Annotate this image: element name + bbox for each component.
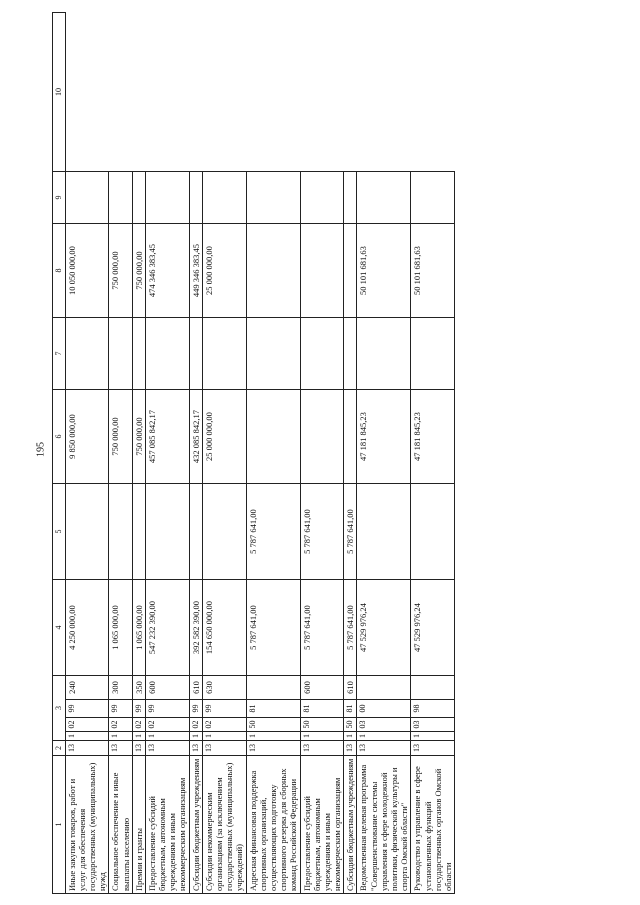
row-name: Субсидии бюджетным учреждениям: [344, 756, 357, 894]
row-name: Ведомственная целевая программа "Совершенствование системы управления в сфере молодежной политики, физической культуры и спорта Омской области": [357, 756, 411, 894]
code-part: 13: [132, 741, 145, 756]
code-part: 1: [300, 732, 344, 741]
amount-col-10: [300, 172, 344, 224]
amount-col-8: [202, 318, 246, 390]
code-part: 1: [246, 732, 300, 741]
expense-type-code: 610: [344, 676, 357, 700]
amount-col-7: [246, 390, 300, 484]
expense-type-code: 600: [300, 676, 344, 700]
amount-col-9: [246, 224, 300, 318]
amount-col-7: 47 181 845,23: [357, 390, 411, 484]
code-part: 99: [189, 700, 202, 718]
table-row: [411, 13, 455, 894]
table-row: [202, 13, 246, 894]
amount-col-6: [202, 484, 246, 580]
code-part: 81: [246, 700, 300, 718]
amount-col-7: [300, 390, 344, 484]
amount-col-6: [189, 484, 202, 580]
table-row: [189, 13, 202, 894]
amount-col-9: 750 000,00: [132, 224, 145, 318]
amount-col-5: 392 582 390,00: [189, 580, 202, 676]
amount-col-9: 10 050 000,00: [65, 224, 109, 318]
amount-col-6: 5 787 641,00: [344, 484, 357, 580]
code-part: 1: [132, 732, 145, 741]
amount-col-6: [357, 484, 411, 580]
code-part: 13: [300, 741, 344, 756]
code-part: 02: [145, 718, 189, 732]
col-header: 4: [53, 580, 66, 676]
code-part: 02: [109, 718, 132, 732]
amount-col-9: 50 101 681,63: [357, 224, 411, 318]
expense-type-code: 240: [65, 676, 109, 700]
code-part: 81: [300, 700, 344, 718]
code-part: 03: [411, 718, 455, 732]
code-part: 13: [65, 741, 109, 756]
amount-col-8: [344, 318, 357, 390]
code-part: 99: [145, 700, 189, 718]
amount-col-7: 750 000,00: [132, 390, 145, 484]
row-name: Адресная финансовая поддержка спортивных организаций, осуществляющих подготовку спортивного резерва для сборных команд Российской Федерации: [246, 756, 300, 894]
amount-col-10: [65, 172, 109, 224]
amount-col-10: [411, 172, 455, 224]
code-part: 1: [411, 732, 455, 741]
table-row: [357, 13, 411, 894]
code-part: 13: [344, 741, 357, 756]
expense-type-code: [411, 676, 455, 700]
code-part: 13: [246, 741, 300, 756]
amount-col-9: 25 000 000,00: [202, 224, 246, 318]
amount-col-8: [109, 318, 132, 390]
table-header: [53, 13, 66, 894]
code-part: 00: [357, 700, 411, 718]
table-row: [132, 13, 145, 894]
amount-col-10: [202, 172, 246, 224]
code-part: 02: [65, 718, 109, 732]
code-part: 02: [202, 718, 246, 732]
code-part: 02: [132, 718, 145, 732]
col-header: 2: [53, 741, 66, 756]
col-header: 1: [53, 756, 66, 894]
amount-col-8: [411, 318, 455, 390]
expense-type-code: 300: [109, 676, 132, 700]
expense-type-code: 600: [145, 676, 189, 700]
code-part: 13: [357, 741, 411, 756]
amount-col-5: 1 065 000,00: [109, 580, 132, 676]
code-part: 1: [189, 732, 202, 741]
amount-col-10: [344, 172, 357, 224]
amount-col-5: 4 250 000,00: [65, 580, 109, 676]
code-part: 50: [300, 718, 344, 732]
page-number: 195: [35, 442, 47, 457]
code-part: 13: [189, 741, 202, 756]
amount-col-8: [300, 318, 344, 390]
amount-col-9: 750 000,00: [109, 224, 132, 318]
expense-type-code: [357, 676, 411, 700]
expense-type-code: 350: [132, 676, 145, 700]
row-name: Иные закупки товаров, работ и услуг для обеспечения государственных (муниципальных) нужд: [65, 756, 109, 894]
amount-col-8: [132, 318, 145, 390]
code-part: 03: [357, 718, 411, 732]
amount-col-9: [300, 224, 344, 318]
table-row: [65, 13, 109, 894]
code-part: 1: [65, 732, 109, 741]
amount-col-10: [109, 172, 132, 224]
code-part: 1: [202, 732, 246, 741]
amount-col-7: 750 000,00: [109, 390, 132, 484]
amount-col-8: [145, 318, 189, 390]
amount-col-7: [344, 390, 357, 484]
amount-col-6: [65, 484, 109, 580]
amount-col-5: 47 529 976,24: [357, 580, 411, 676]
budget-sheet: [52, 12, 453, 894]
amount-col-7: 9 850 000,00: [65, 390, 109, 484]
amount-col-7: 432 085 842,17: [189, 390, 202, 484]
code-part: 1: [145, 732, 189, 741]
amount-col-10: [132, 172, 145, 224]
expense-type-code: 630: [202, 676, 246, 700]
col-header: 5: [53, 484, 66, 580]
amount-col-6: 5 787 641,00: [300, 484, 344, 580]
amount-col-5: 547 232 390,00: [145, 580, 189, 676]
row-name: Предоставление субсидий бюджетным, автономным учреждениям и иным некоммерческим организациям: [300, 756, 344, 894]
code-part: 99: [65, 700, 109, 718]
code-part: 1: [357, 732, 411, 741]
table-row: [246, 13, 300, 894]
code-part: 1: [344, 732, 357, 741]
row-name: Субсидии некоммерческим организациям (за исключением государственных (муниципальных) учреждений): [202, 756, 246, 894]
amount-col-8: [357, 318, 411, 390]
code-part: 02: [189, 718, 202, 732]
col-header: 8: [53, 224, 66, 318]
expense-type-code: 610: [189, 676, 202, 700]
col-header: 9: [53, 172, 66, 224]
amount-col-5: 1 065 000,00: [132, 580, 145, 676]
code-part: 13: [202, 741, 246, 756]
amount-col-9: 50 101 681,63: [411, 224, 455, 318]
amount-col-5: 5 787 641,00: [300, 580, 344, 676]
code-part: 50: [344, 718, 357, 732]
amount-col-5: 47 529 976,24: [411, 580, 455, 676]
amount-col-6: [411, 484, 455, 580]
code-part: 99: [132, 700, 145, 718]
table-row: [109, 13, 132, 894]
amount-col-5: 5 787 641,00: [344, 580, 357, 676]
code-part: 99: [109, 700, 132, 718]
amount-col-9: 474 346 383,45: [145, 224, 189, 318]
table-body: [65, 13, 455, 894]
amount-col-6: [145, 484, 189, 580]
table-row: [145, 13, 189, 894]
amount-col-10: [189, 172, 202, 224]
code-part: 98: [411, 700, 455, 718]
amount-col-6: [109, 484, 132, 580]
row-name: Предоставление субсидий бюджетным, автономным учреждениям и иным некоммерческим организациям: [145, 756, 189, 894]
amount-col-7: 47 181 845,23: [411, 390, 455, 484]
amount-col-5: 5 787 641,00: [246, 580, 300, 676]
col-header: 7: [53, 318, 66, 390]
code-part: 99: [202, 700, 246, 718]
table-row: [300, 13, 344, 894]
budget-table: [52, 12, 455, 894]
amount-col-5: 154 650 000,00: [202, 580, 246, 676]
amount-col-6: [132, 484, 145, 580]
amount-col-8: [189, 318, 202, 390]
row-name: Социальное обеспечение и иные выплаты населению: [109, 756, 132, 894]
amount-col-8: [246, 318, 300, 390]
col-header: 6: [53, 390, 66, 484]
amount-col-8: [65, 318, 109, 390]
col-header: 3: [53, 676, 66, 741]
amount-col-7: 457 085 842,17: [145, 390, 189, 484]
code-part: 13: [145, 741, 189, 756]
expense-type-code: [246, 676, 300, 700]
amount-col-10: [246, 172, 300, 224]
amount-col-10: [145, 172, 189, 224]
code-part: 13: [109, 741, 132, 756]
amount-col-10: [357, 172, 411, 224]
col-header: 10: [53, 13, 66, 172]
code-part: 1: [109, 732, 132, 741]
code-part: 50: [246, 718, 300, 732]
code-part: 13: [411, 741, 455, 756]
row-name: Руководство и управление в сфере установленных функций государственных органов Омской области: [411, 756, 455, 894]
row-name: Премии и гранты: [132, 756, 145, 894]
amount-col-7: 25 000 000,00: [202, 390, 246, 484]
row-name: Субсидии бюджетным учреждениям: [189, 756, 202, 894]
amount-col-6: 5 787 641,00: [246, 484, 300, 580]
table-row: [344, 13, 357, 894]
amount-col-9: [344, 224, 357, 318]
amount-col-9: 449 346 383,45: [189, 224, 202, 318]
code-part: 81: [344, 700, 357, 718]
